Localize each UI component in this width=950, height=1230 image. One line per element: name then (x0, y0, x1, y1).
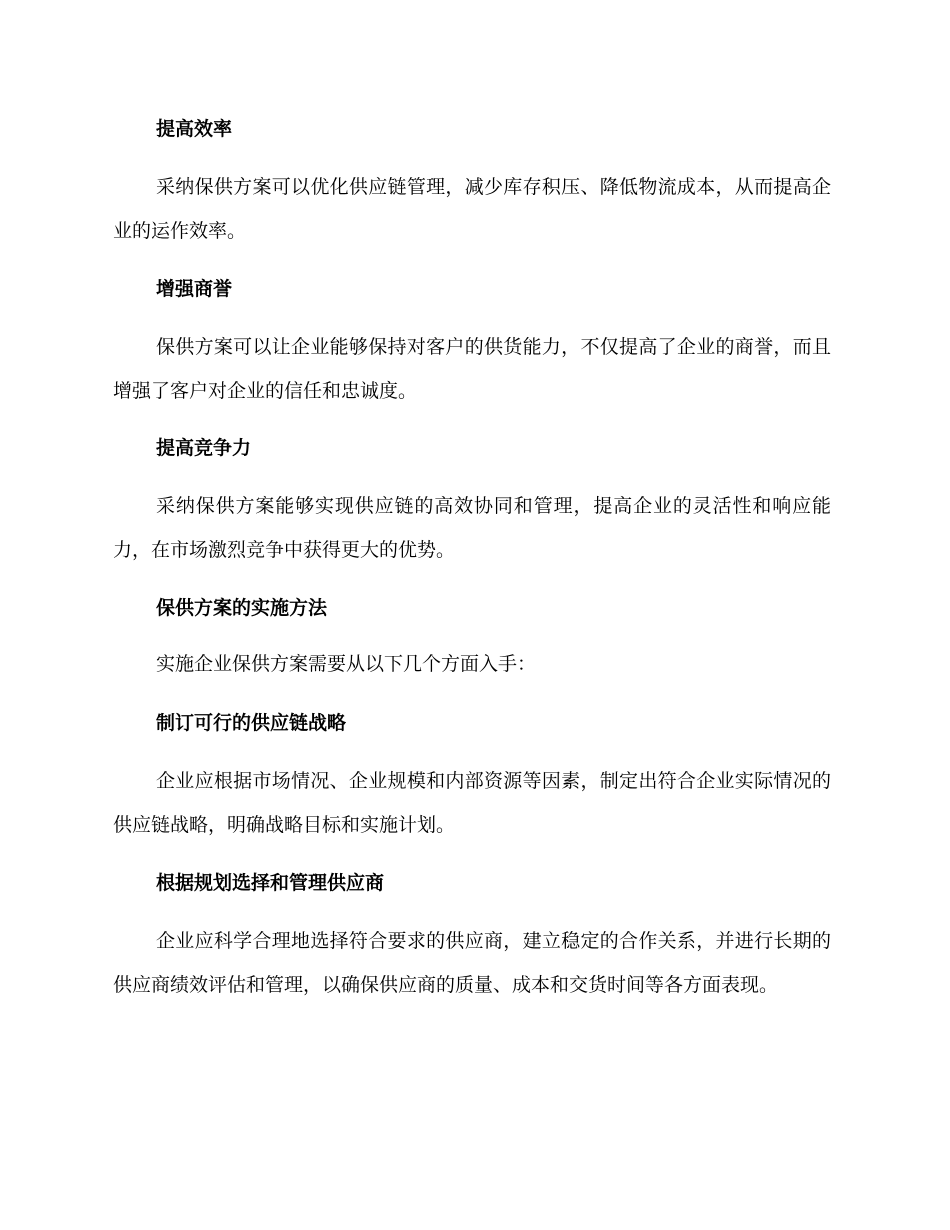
section-heading-supplier-management: 根据规划选择和管理供应商 (156, 872, 385, 894)
section-heading-competitiveness: 提高竞争力 (156, 437, 252, 459)
section-heading-implementation: 保供方案的实施方法 (156, 597, 328, 619)
section-body-implementation: 实施企业保供方案需要从以下几个方面入手： (156, 653, 537, 675)
section-body-reputation: 保供方案可以让企业能够保持对客户的供货能力，不仅提高了企业的商誉，而且增强了客户对企业的信任和忠诚度。 (113, 336, 831, 402)
section-body-efficiency: 采纳保供方案可以优化供应链管理，减少库存积压、降低物流成本，从而提高企业的运作效率。 (113, 176, 831, 242)
section-body-supplier-management: 企业应科学合理地选择符合要求的供应商，建立稳定的合作关系，并进行长期的供应商绩效评估和管理，以确保供应商的质量、成本和交货时间等各方面表现。 (113, 930, 831, 996)
section-heading-reputation: 增强商誉 (156, 278, 233, 300)
section-heading-efficiency: 提高效率 (156, 118, 233, 140)
section-heading-supply-chain-strategy: 制订可行的供应链战略 (156, 712, 347, 734)
section-body-competitiveness: 采纳保供方案能够实现供应链的高效协同和管理，提高企业的灵活性和响应能力，在市场激烈竞争中获得更大的优势。 (113, 495, 831, 561)
section-body-supply-chain-strategy: 企业应根据市场情况、企业规模和内部资源等因素，制定出符合企业实际情况的供应链战略，明确战略目标和实施计划。 (113, 770, 831, 836)
